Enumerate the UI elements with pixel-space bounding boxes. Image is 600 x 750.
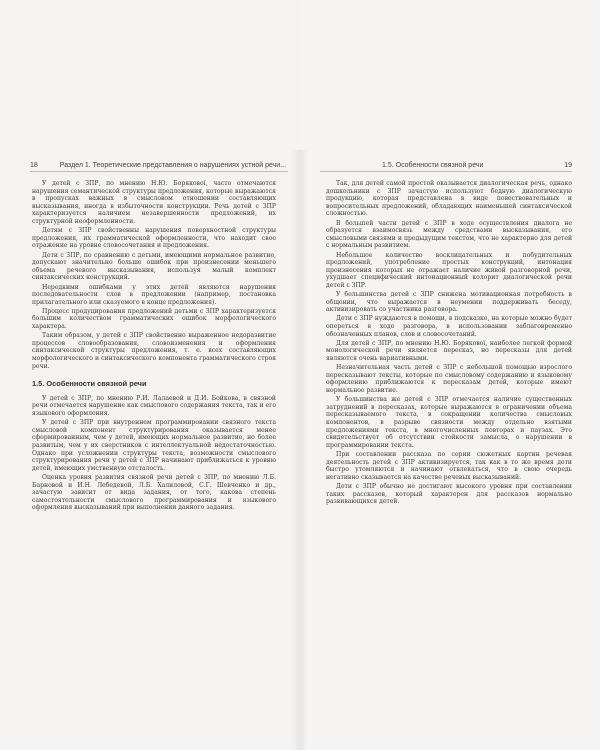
book-gutter	[292, 150, 308, 750]
left-page-number: 18	[30, 162, 38, 169]
paragraph: При составлении рассказа по серии сюжетных картин речевая деятельность детей с ЗПР активизируется, так как в то же время дети быстро утомляются и начинают отвлекаться, что в свою очередь негативно сказывается на качестве речевых высказываний.	[326, 450, 572, 481]
paragraph: У большинства же детей с ЗПР отмечается наличие существенных затруднений в пересказах, которые выражаются в ограничении объема пересказываемого текста, в сокращении количества смысловых компонентов, в разрыве связности между отдельно взятыми предложениями текста, в многочисленных повторах и паузах. Это свидетельствует об отсутствии стойкости замысла, о нарушении в программировании текста.	[326, 396, 572, 449]
paragraph: Детям с ЗПР свойственны нарушения поверхностной структуры предложения, их грамматической оформленности, что находит свое отражение на уровне словосочетания и предложения.	[32, 227, 276, 250]
paragraph: У детей с ЗПР, по мнению Р.И. Лалаевой и Д.И. Бойкова, в связной речи отмечается нарушение как смыслового содержания текста, так и его языкового оформления.	[32, 394, 276, 417]
paragraph: У детей с ЗПР при внутреннем программировании связного текста смысловой компонент структурирования оказывается менее сформированным, чем у детей, имеющих нормальное развитие, но более развитым, чем у их сверстников с интеллектуальной недостаточностью. Однако при усложнении структуры текста, возможности смыслового структурирования речи у детей с ЗПР начинают приближаться к уровню детей, имеющих умственную отсталость.	[32, 419, 276, 472]
paragraph: Таким образом, у детей с ЗПР свойственно выраженное недоразвитие процессов словообразования, словоизменения и оформления синтаксической структуры предложения, т. е. всех составляющих морфологического и синтаксического компонента грамматического строя речи.	[32, 332, 276, 370]
paragraph: Так, для детей самой простой оказывается диалогическая речь, однако дошкольники с ЗПР зачастую используют бедную диалогическую продукцию, которая представлена в виде повествовательных и вопросительных предложений, обладающих наименьшей синтаксической сложностью.	[326, 180, 572, 218]
left-text-column	[32, 180, 276, 514]
paragraph: Оценка уровня развития связной речи детей с ЗПР, по мнению Л.Б. Барновой и И.Н. Лебедевой, Л.Б. Халиловой, С.Г. Шевченко и др., зачастую зависит от вида задания, от того, какова степень самостоятельности смыслового программирования и языкового оформления высказываний при выполнении данного задания.	[32, 473, 276, 512]
paragraph: В большей части детей с ЗПР в ходе осуществления диалога не образуется взаимосвязь между средствами высказывания, его смысловыми связями и предыдущим текстом, что не характерно для детей с нормальным развитием.	[326, 219, 572, 250]
paragraph: Небольшое количество восклицательных и побудительных предложений, употребление простых конструкций, интонация произнесения которых не отражает наличие живой разговорной речи, ухудшает специфический интонационный колорит диалогической речи детей с ЗПР.	[326, 251, 572, 289]
paragraph: Дети с ЗПР нуждаются в помощи, в подсказке, на которые можно будет опереться в ходе разговора, в использовании заблаговременно обозначенных планов, слов и словосочетаний.	[326, 315, 572, 338]
left-running-header	[30, 155, 288, 172]
paragraph: Незначительная часть детей с ЗПР с небольшой помощью взрослого пересказывают тексты, которые по смысловому содержанию и языковому оформлению приближаются к пересказам детей, которые имеют нормальное развитие.	[326, 364, 572, 394]
paragraph: Дети с ЗПР, по сравнению с детьми, имеющими нормальное развитие, допускают значительно больше ошибок при произнесении меньшего объема речевого высказывания, используя малый комплект синтаксических конструкций.	[32, 251, 276, 282]
section-heading: 1.5. Особенности связной речи	[32, 379, 147, 389]
right-running-header	[320, 155, 572, 172]
right-text-column	[326, 180, 572, 507]
paragraph: У детей с ЗПР, по мнению Н.Ю. Борякової, часто отмечаются нарушения семантической структуры предложения, которые выражаются в пропусках важных в смысловом отношении составляющих высказывания, иногда в избыточности конструкции. Речь детей с ЗПР характеризуется наличием незавершенности предложений, их структурной неоформленности.	[32, 180, 276, 225]
paragraph: Нередкими ошибками у этих детей являются нарушения последовательности слов в предложении (например, постановка прилагательного или сказуемого в конце предложения).	[32, 283, 276, 306]
paragraph: Дети с ЗПР обычно не достигают высокого уровня при составлении таких рассказов, который характерен для рассказов нормально развивающихся детей.	[326, 482, 572, 506]
right-page-number: 19	[564, 162, 572, 169]
left-running-head: Раздел 1. Теоретические представления о нарушениях устной речи...	[59, 162, 287, 169]
paragraph: Для детей с ЗПР, по мнению Н.Ю. Борякової, наиболее легкой формой монологической речи является пересказ, но пересказы для детей являются очень вариативными.	[326, 339, 572, 363]
paragraph: Процесс продуцирования предложений детьми с ЗПР характеризуется большим количеством грамматических ошибок морфологического характера.	[32, 307, 276, 331]
right-running-head: 1.5. Особенности связной речи	[382, 162, 484, 169]
paragraph: У большинства детей с ЗПР снижена мотивационная потребность в общении, что выражается в неумении поддерживать беседу, активизировать со участника разговора.	[326, 291, 572, 314]
